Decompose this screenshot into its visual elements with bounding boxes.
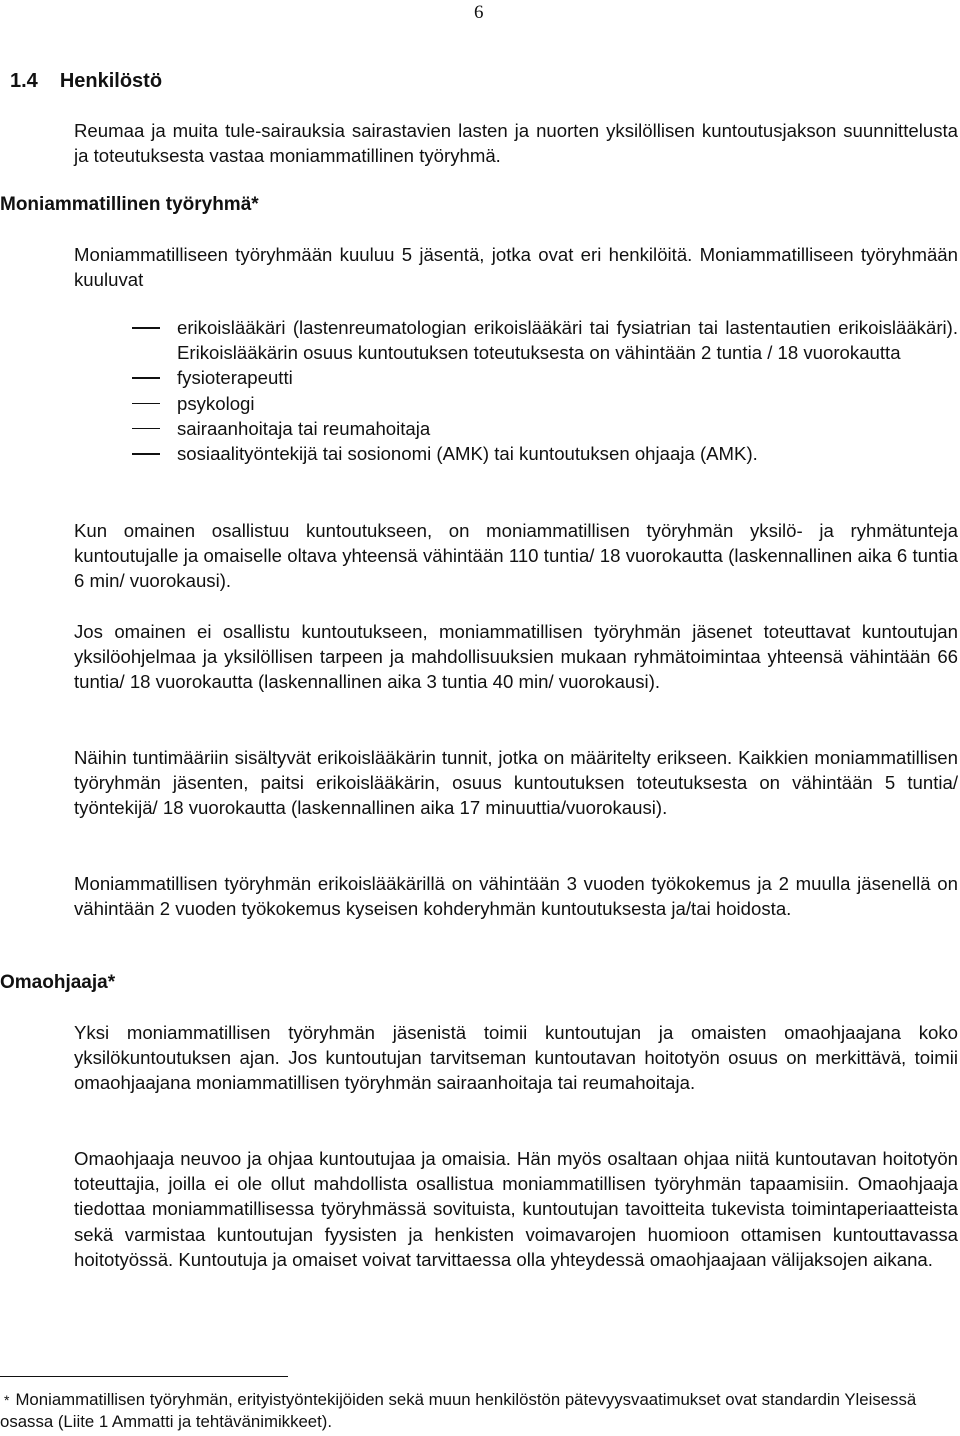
dash-bullet (132, 377, 160, 379)
team-heading: Moniammatillinen työryhmä* (0, 194, 259, 215)
advisor-heading: Omaohjaaja* (0, 972, 116, 993)
section-number: 1.4 (10, 70, 38, 92)
section-title: Henkilöstö (59, 70, 163, 92)
dash-bullet (132, 327, 160, 329)
advisor-paragraph-2: Omaohjaaja neuvoo ja ohjaa kuntoutujaa ja omaisia. Hän myös osaltaan ohjaa niitä kuntoutavan hoitotyön toteuttajia, joilla ei ole ollut mahdollista osallistua moniammatillisen työryhmän tapaamisiin. Omaohjaaja tiedottaa moniammatillisessa työryhmässä sovituista, kuntoutujan tavoitteita tukevista toimintaperiaatteista sekä varmistaa kuntoutujan fyysisten ja henkisten voimavarojen huomioon ottamisen kuntouttavassa hoitotyössä. Kuntoutuja ja omaiset voivat tarvittaessa olla yhteydessä omaohjaajaan välijaksojen aikana. (74, 1148, 958, 1270)
footnote (0, 1389, 958, 1433)
page-number: 6 (474, 2, 484, 23)
footnote-rule (0, 1376, 288, 1377)
list-item: fysioterapeutti (132, 365, 958, 390)
dash-bullet (132, 428, 160, 430)
team-lead-paragraph: Moniammatilliseen työryhmään kuuluu 5 jäsentä, jotka ovat eri henkilöitä. Moniammatilliseen työryhmään kuuluvat (74, 244, 958, 291)
list-item: sairaanhoitaja tai reumahoitaja (132, 416, 958, 441)
dash-bullet (132, 453, 160, 455)
list-item: sosiaalityöntekijä tai sosionomi (AMK) tai kuntoutuksen ohjaaja (AMK). (132, 441, 958, 466)
paragraph-hours-included: Näihin tuntimääriin sisältyvät erikoislääkärin tunnit, jotka on määritelty erikseen. Kaikkien moniammatillisen työryhmän jäsenten, paitsi erikoislääkärin, osuus kuntoutuksen toteutuksesta on vähintään 5 tuntia/ työntekijä/ 18 vuorokautta (laskennallinen aika 17 minuuttia/vuorokausi). (74, 747, 958, 819)
list-item: erikoislääkäri (lastenreumatologian erikoislääkäri tai fysiatrian tai lastentautien erikoislääkäri). Erikoislääkärin osuus kuntoutuksen toteutuksesta on vähintään 2 tuntia / 18 vuorokautta (132, 315, 958, 365)
paragraph-experience: Moniammatillisen työryhmän erikoislääkärillä on vähintään 3 vuoden työkokemus ja 2 muulla jäsenellä on vähintään 2 vuoden työkokemus kyseisen kohderyhmän kuntoutuksesta ja/tai hoidosta. (74, 873, 958, 920)
team-members-list (132, 315, 958, 466)
advisor-paragraph-1: Yksi moniammatillisen työryhmän jäsenistä toimii kuntoutujan ja omaisten omaohjaajana koko yksilökuntoutuksen ajan. Jos kuntoutujan tarvitseman kuntoutavan hoitotyön osuus on merkittävä, toimii omaohjaajana moniammatillisen työryhmän sairaanhoitaja tai reumahoitaja. (74, 1022, 958, 1094)
footnote-marker: * (4, 1392, 10, 1408)
section-heading (10, 69, 162, 94)
footnote-text: Moniammatillisen työryhmän, erityistyöntekijöiden sekä muun henkilöstön pätevyysvaatimukset ovat standardin Yleisessä osassa (Liite 1 Ammatti ja tehtävänimikkeet). (0, 1390, 917, 1431)
list-item: psykologi (132, 391, 958, 416)
paragraph-relative-absent: Jos omainen ei osallistu kuntoutukseen, moniammatillisen työryhmän jäsenet toteuttavat kuntoutujan yksilöohjelmaa ja yksilöllisen tarpeen ja mahdollisuuksien mukaan ryhmätoimintaa yhteensä vähintään 66 tuntia/ 18 vuorokautta (laskennallinen aika 3 tuntia 40 min/ vuorokausi). (74, 621, 958, 693)
dash-bullet (132, 403, 160, 405)
intro-paragraph: Reumaa ja muita tule-sairauksia sairastavien lasten ja nuorten yksilöllisen kuntoutusjakson suunnittelusta ja toteutuksesta vastaa moniammatillinen työryhmä. (74, 120, 958, 167)
paragraph-relative-participates: Kun omainen osallistuu kuntoutukseen, on moniammatillisen työryhmän yksilö- ja ryhmätunteja kuntoutujalle ja omaiselle oltava yhteensä vähintään 110 tuntia/ 18 vuorokautta (laskennallinen aika 6 tuntia 6 min/ vuorokausi). (74, 520, 958, 592)
